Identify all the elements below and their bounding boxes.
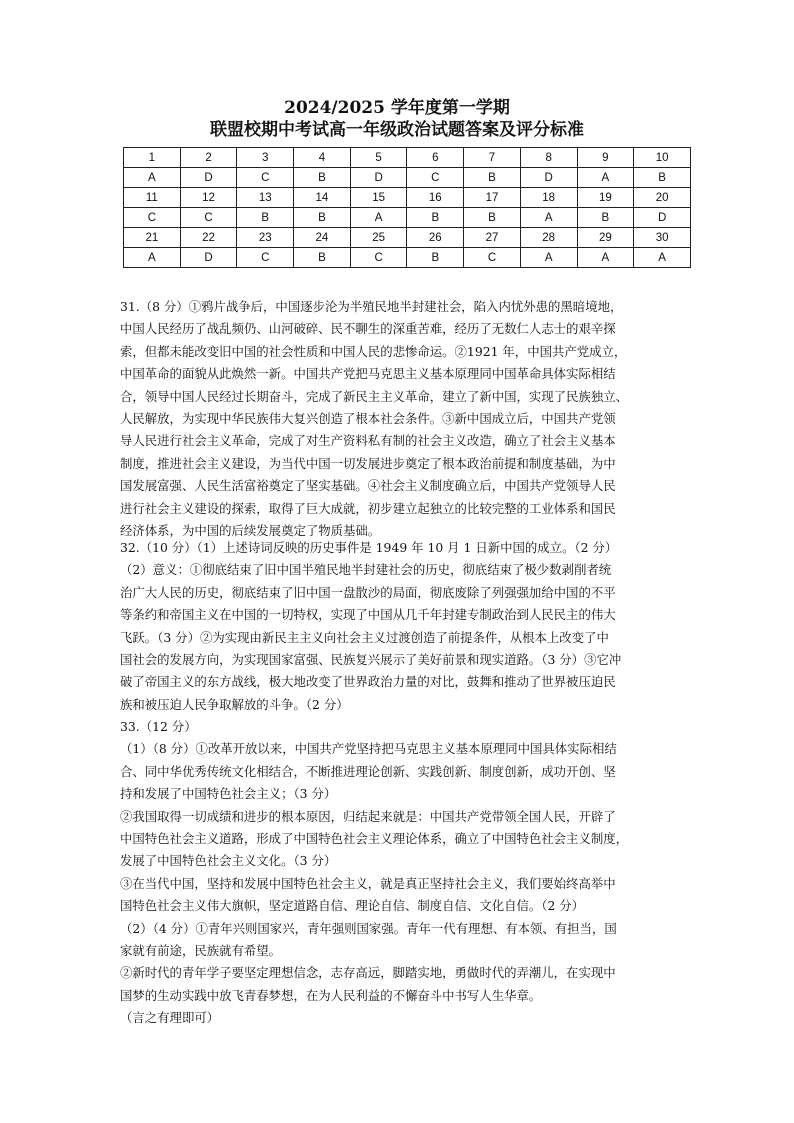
page-title-term: 2024/2025 学年度第一学期: [284, 98, 510, 118]
question-number-cell: 28: [520, 228, 577, 248]
question-number-cell: 20: [634, 188, 691, 208]
answer-text-line: 发展了中国特色社会主义文化。（3 分）: [120, 853, 337, 869]
answer-cell: C: [464, 248, 521, 268]
answer-cell: A: [577, 168, 634, 188]
answer-cell: B: [294, 168, 351, 188]
question-number-row: [124, 188, 691, 208]
answer-text-line: ②新时代的青年学子要坚定理想信念，志存高远，脚踏实地，勇做时代的弄潮儿，在实现中: [120, 965, 616, 981]
answer-cell: B: [634, 168, 691, 188]
answer-text-line: 持和发展了中国特色社会主义；（3 分）: [120, 786, 337, 802]
answer-text-line: 33.（12 分）: [120, 719, 197, 734]
answer-text-line: 族和被压迫人民争取解放的斗争。（2 分）: [120, 696, 349, 712]
answer-text-line: 导人民进行社会主义革命，完成了对生产资料私有制的社会主义改造，确立了社会主义基本: [120, 433, 616, 449]
answer-cell: C: [237, 168, 294, 188]
answer-cell: C: [407, 168, 464, 188]
answer-cell: D: [180, 168, 237, 188]
question-number-cell: 14: [294, 188, 351, 208]
question-number-row: [124, 228, 691, 248]
question-number-cell: 26: [407, 228, 464, 248]
answer-text-line: 国梦的生动实践中放飞青春梦想，在为人民利益的不懈奋斗中书写人生华章。: [120, 987, 542, 1003]
answer-cell: B: [407, 248, 464, 268]
answer-key-table: [123, 147, 691, 268]
answer-cell: A: [520, 208, 577, 228]
question-number-cell: 3: [237, 148, 294, 168]
answer-text-line: 索，但都未能改变旧中国的社会性质和中国人民的悲惨命运。②1921 年，中国共产党成立，: [120, 343, 627, 359]
answer-cell: B: [464, 208, 521, 228]
answer-cell: D: [520, 168, 577, 188]
answer-cell: A: [124, 248, 181, 268]
answer-cell: C: [350, 248, 407, 268]
answer-cell: D: [350, 168, 407, 188]
answer-text-line: 合，领导中国人民经过长期奋斗，完成了新民主主义革命，建立了新中国，实现了民族独立、: [120, 388, 629, 404]
question-number-cell: 2: [180, 148, 237, 168]
question-32-answer: [120, 537, 680, 716]
answer-text-line: ③在当代中国，坚持和发展中国特色社会主义，就是真正坚持社会主义，我们要始终高举中: [120, 875, 616, 891]
question-number-cell: 13: [237, 188, 294, 208]
question-number-cell: 1: [124, 148, 181, 168]
answer-text-line: 31.（8 分）①鸦片战争后，中国逐步沦为半殖民地半封建社会，陷入内忧外患的黑暗境地，: [120, 299, 623, 314]
question-33-answer: [120, 716, 680, 1030]
answer-text-line: 中国人民经历了战乱频仍、山河破碎、民不聊生的深重苦难，经历了无数仁人志士的艰辛探: [120, 321, 616, 337]
question-number-cell: 19: [577, 188, 634, 208]
answer-text-line: 国社会的发展方向，为实现国家富强、民族复兴展示了美好前景和现实道路。（3 分）③它冲: [120, 652, 622, 668]
answer-cell: A: [124, 168, 181, 188]
answer-text-line: （2）意义：①彻底结束了旧中国半殖民地半封建社会的历史，彻底结束了极少数剥削者统: [120, 562, 612, 578]
answer-cell: B: [294, 248, 351, 268]
answer-text-line: 国特色社会主义伟大旗帜，坚定道路自信、理论自信、制度自信、文化自信。（2 分）: [120, 898, 585, 914]
question-number-cell: 10: [634, 148, 691, 168]
answer-text-line: 家就有前途，民族就有希望。: [120, 943, 282, 959]
answer-text-line: ②我国取得一切成绩和进步的根本原因，归结起来就是：中国共产党带领全国人民，开辟了: [120, 808, 616, 824]
answer-text-line: 破了帝国主义的东方战线，极大地改变了世界政治力量的对比，鼓舞和推动了世界被压迫民: [120, 674, 616, 690]
question-number-cell: 7: [464, 148, 521, 168]
answer-cell: B: [577, 208, 634, 228]
answer-text-line: （1）（8 分）①改革开放以来，中国共产党坚持把马克思主义基本原理同中国具体实际相结: [120, 741, 617, 757]
question-number-cell: 22: [180, 228, 237, 248]
question-number-cell: 16: [407, 188, 464, 208]
answer-cell: C: [237, 248, 294, 268]
question-number-cell: 18: [520, 188, 577, 208]
question-number-cell: 5: [350, 148, 407, 168]
answer-cell: A: [634, 248, 691, 268]
question-number-cell: 24: [294, 228, 351, 248]
answer-cell: D: [180, 248, 237, 268]
question-number-cell: 27: [464, 228, 521, 248]
answer-text-line: 中国特色社会主义道路，形成了中国特色社会主义理论体系，确立了中国特色社会主义制度，: [120, 831, 629, 847]
answer-cell: C: [180, 208, 237, 228]
answer-cell: A: [350, 208, 407, 228]
question-number-cell: 9: [577, 148, 634, 168]
answer-text-line: 经济体系，为中国的后续发展奠定了物质基础。: [120, 523, 381, 539]
question-number-cell: 11: [124, 188, 181, 208]
answer-cell: B: [464, 168, 521, 188]
answer-cell: B: [294, 208, 351, 228]
question-number-cell: 15: [350, 188, 407, 208]
answer-text-line: 等条约和帝国主义在中国的一切特权，实现了中国从几千年封建专制政治到人民民主的伟大: [120, 607, 616, 623]
question-number-cell: 30: [634, 228, 691, 248]
answer-text-line: 合、同中华优秀传统文化相结合，不断推进理论创新、实践创新、制度创新，成功开创、坚: [120, 763, 616, 779]
question-number-cell: 29: [577, 228, 634, 248]
answer-row: [124, 208, 691, 228]
question-number-cell: 23: [237, 228, 294, 248]
question-number-cell: 4: [294, 148, 351, 168]
answer-cell: A: [520, 248, 577, 268]
answer-text-line: 制度，推进社会主义建设，为当代中国一切发展进步奠定了根本政治前提和制度基础，为中: [120, 455, 616, 471]
answer-text-line: 32.（10 分）（1）上述诗词反映的历史事件是 1949 年 10 月 1 日新中国的成立。（2 分）: [120, 540, 618, 555]
question-number-cell: 17: [464, 188, 521, 208]
answer-cell: B: [237, 208, 294, 228]
page-title-main: 联盟校期中考试高一年级政治试题答案及评分标准: [210, 120, 584, 140]
answer-cell: D: [634, 208, 691, 228]
answer-text-line: （言之有理即可）: [120, 1010, 220, 1026]
answer-cell: A: [577, 248, 634, 268]
question-number-cell: 12: [180, 188, 237, 208]
answer-text-line: 人民解放，为实现中华民族伟大复兴创造了根本社会条件。③新中国成立后，中国共产党领: [120, 411, 616, 427]
answer-text-line: 国发展富强、人民生活富裕奠定了坚实基础。④社会主义制度确立后，中国共产党领导人民: [120, 478, 616, 494]
question-number-cell: 25: [350, 228, 407, 248]
answer-text-line: 进行社会主义建设的探索，取得了巨大成就，初步建立起独立的比较完整的工业体系和国民: [120, 500, 616, 516]
answer-cell: C: [124, 208, 181, 228]
question-number-cell: 8: [520, 148, 577, 168]
answer-row: [124, 248, 691, 268]
answer-text-line: 治广大人民的历史，彻底结束了旧中国一盘散沙的局面，彻底废除了列强强加给中国的不平: [120, 584, 616, 600]
answer-cell: B: [407, 208, 464, 228]
answer-row: [124, 168, 691, 188]
answer-text-line: 飞跃。（3 分）②为实现由新民主主义向社会主义过渡创造了前提条件，从根本上改变了中: [120, 629, 609, 645]
question-number-cell: 21: [124, 228, 181, 248]
question-number-row: [124, 148, 691, 168]
answer-text-line: 中国革命的面貌从此焕然一新。中国共产党把马克思主义基本原理同中国革命具体实际相结: [120, 366, 616, 382]
question-number-cell: 6: [407, 148, 464, 168]
question-31-answer: [120, 296, 680, 542]
answer-text-line: （2）（4 分）①青年兴则国家兴，青年强则国家强。青年一代有理想、有本领、有担当，国: [120, 920, 617, 936]
